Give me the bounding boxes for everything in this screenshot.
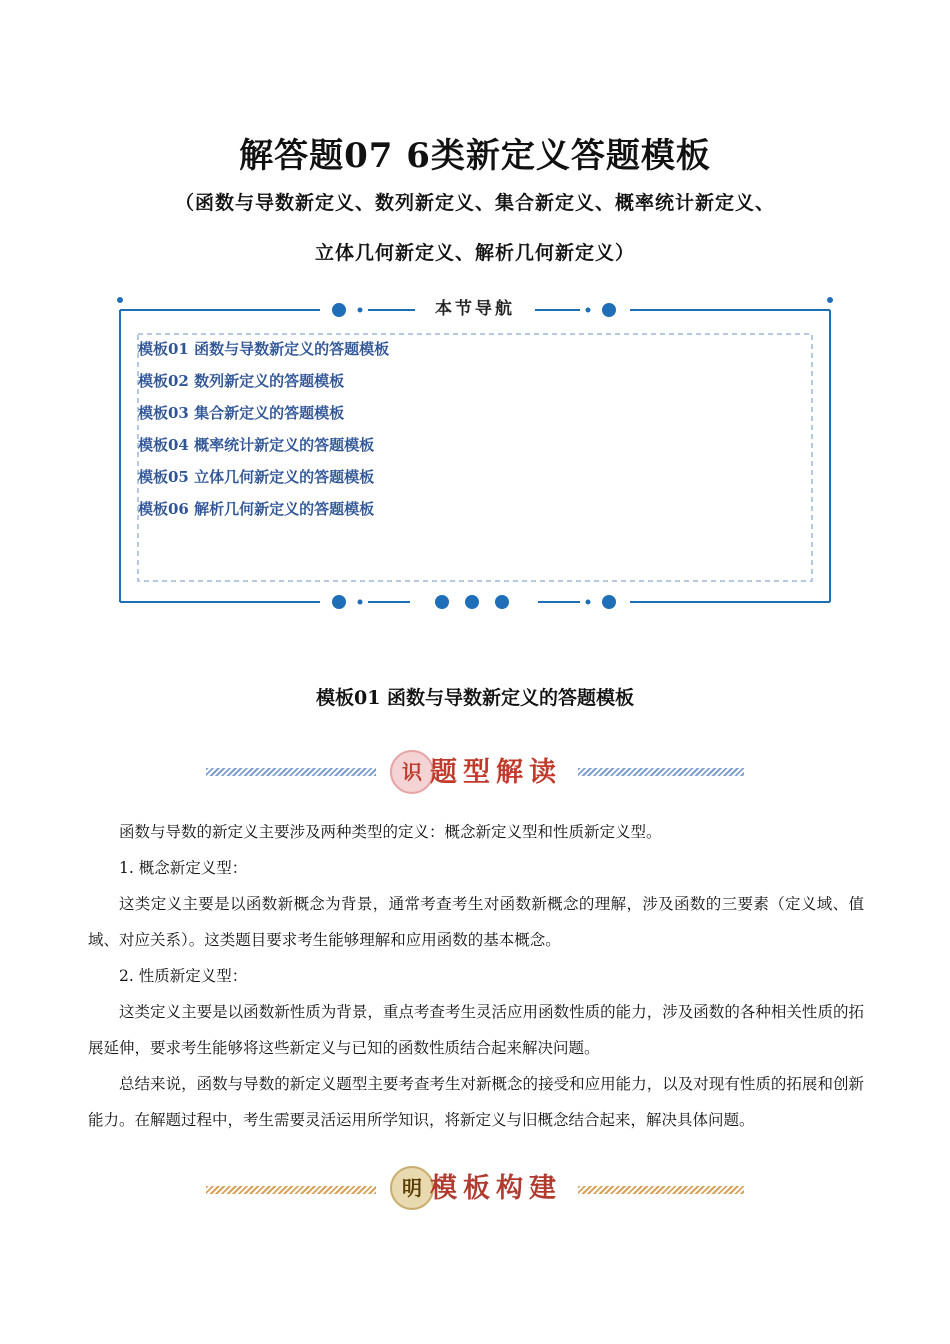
- paragraph: 这类定义主要是以函数新性质为背景，重点考查考生灵活应用函数性质的能力，涉及函数的各种相关性质的拓展延伸，要求考生能够将这些新定义与已知的函数性质结合起来解决问题。: [88, 1003, 864, 1057]
- nav-item-template-01[interactable]: 模板01 函数与导数新定义的答题模板: [138, 340, 390, 358]
- body-text: [88, 814, 864, 1138]
- paragraph: 总结来说，函数与导数的新定义题型主要考查考生对新概念的接受和应用能力，以及对现有性质的拓展和创新能力。在解题过程中，考生需要灵活运用所学知识，将新定义与旧概念结合起来，解决具体问题。: [88, 1075, 864, 1129]
- nav-item-template-04[interactable]: 模板04 概率统计新定义的答题模板: [138, 436, 375, 454]
- banner-label: 模板构建: [430, 1173, 562, 1204]
- banner-question-interpretation: [200, 742, 750, 802]
- nav-item-template-05[interactable]: 模板05 立体几何新定义的答题模板: [138, 468, 375, 486]
- nav-item-template-06[interactable]: 模板06 解析几何新定义的答题模板: [138, 500, 375, 518]
- paragraph: 2. 性质新定义型：: [119, 967, 248, 985]
- paragraph: 这类定义主要是以函数新概念为背景，通常考查考生对函数新概念的理解，涉及函数的三要素（定义域、值域、对应关系）。这类题目要求考生能够理解和应用函数的基本概念。: [88, 895, 864, 949]
- banner-stripe-right: [578, 768, 744, 776]
- nav-item-template-02[interactable]: 模板02 数列新定义的答题模板: [138, 372, 345, 390]
- nav-list: [138, 338, 389, 530]
- banner-stamp-icon: 明: [390, 1166, 434, 1210]
- subtitle-line-1: （函数与导数新定义、数列新定义、集合新定义、概率统计新定义、: [174, 192, 775, 214]
- banner-stripe-right: [578, 1186, 744, 1194]
- banner-label: 题型解读: [430, 757, 562, 788]
- nav-item-template-03[interactable]: 模板03 集合新定义的答题模板: [138, 404, 345, 422]
- nav-title: 本节导航: [435, 299, 515, 319]
- section-navigation-box: [110, 290, 840, 615]
- subtitle-line-2: 立体几何新定义、解析几何新定义）: [314, 242, 635, 264]
- banner-stripe-left: [206, 1186, 376, 1194]
- paragraph: 1. 概念新定义型：: [119, 859, 248, 877]
- banner-stamp-icon: 识: [390, 750, 434, 794]
- paragraph: 函数与导数的新定义主要涉及两种类型的定义：概念新定义型和性质新定义型。: [119, 823, 662, 841]
- banner-template-construction: [200, 1160, 750, 1220]
- section-title: 模板01 函数与导数新定义的答题模板: [315, 687, 635, 709]
- page-title: 解答题07 6类新定义答题模板: [239, 136, 711, 176]
- banner-stripe-left: [206, 768, 376, 776]
